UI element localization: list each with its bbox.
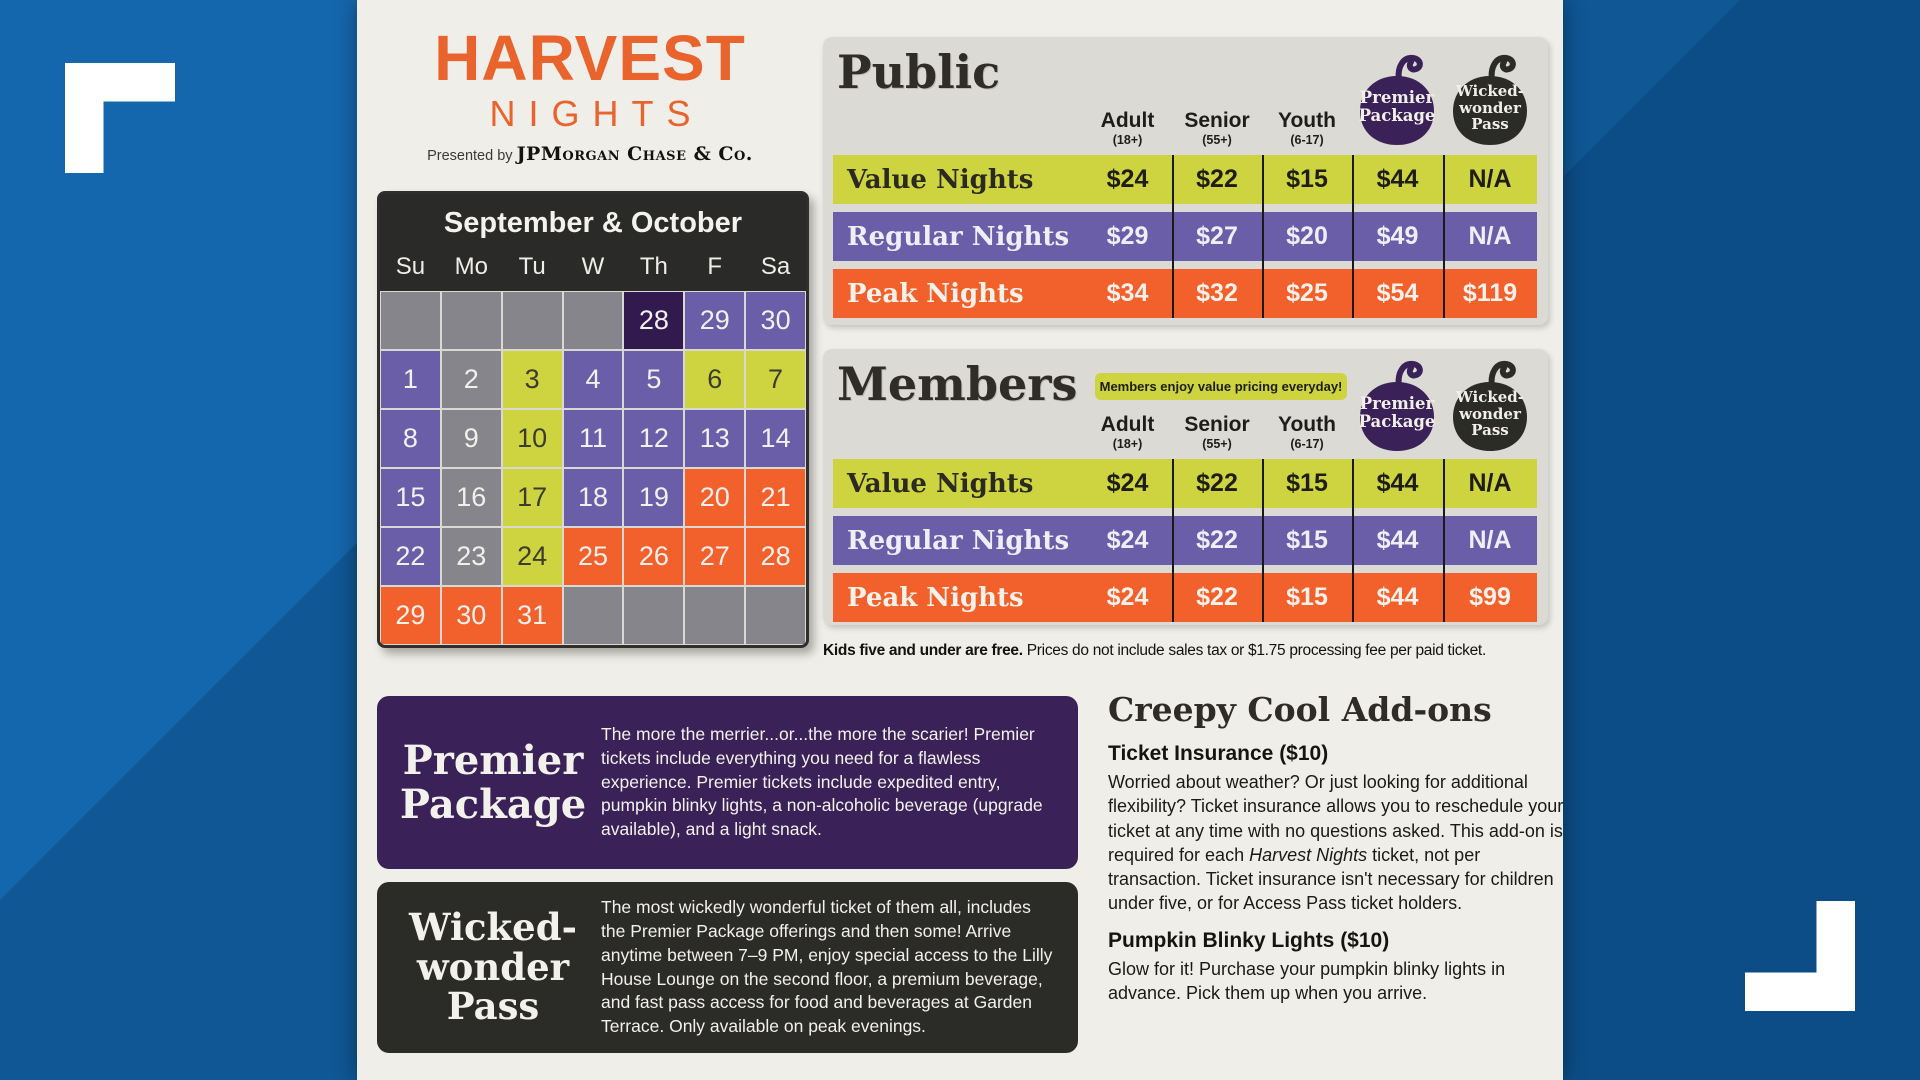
corner-bracket-top-left-icon — [65, 63, 175, 173]
corner-bracket-bottom-right-icon — [1745, 901, 1855, 1011]
calendar-day-16: 16 — [441, 468, 502, 527]
column-header-age-range: (55+) — [1202, 133, 1232, 147]
pumpkin-label-line: Wicked- — [1455, 388, 1525, 406]
column-divider — [1443, 459, 1445, 622]
package-title — [399, 737, 587, 828]
column-header-age-range: (18+) — [1112, 133, 1143, 147]
calendar-day-header: Mo — [454, 253, 488, 280]
price-row-label: Regular Nights — [847, 221, 1070, 252]
price-cell: $15 — [1286, 469, 1328, 497]
addon-description-ticket-insurance — [1108, 770, 1566, 916]
calendar-empty-cell — [563, 291, 624, 350]
price-cell: $15 — [1286, 526, 1328, 554]
price-cell: $99 — [1469, 583, 1511, 611]
calendar-day-10: 10 — [502, 409, 563, 468]
price-rows — [833, 155, 1537, 326]
addon-body-italic-text: Harvest Nights — [1249, 844, 1368, 865]
price-cell: $44 — [1376, 526, 1419, 554]
price-row-label: Regular Nights — [847, 525, 1070, 556]
price-cell: $119 — [1462, 279, 1518, 307]
calendar-day-21: 21 — [745, 468, 806, 527]
calendar-day-9: 9 — [441, 409, 502, 468]
calendar-day-14: 14 — [745, 409, 806, 468]
price-cell: $32 — [1196, 279, 1238, 307]
column-header-age-range: (55+) — [1202, 437, 1232, 451]
calendar-header — [380, 194, 806, 291]
pumpkin-label-line: Package — [1358, 106, 1436, 126]
pumpkin-label-line: Wicked- — [1455, 82, 1525, 100]
calendar-day-5: 5 — [623, 350, 684, 409]
calendar-day-20: 20 — [684, 468, 745, 527]
calendar-empty-cell — [684, 586, 745, 645]
addon-body-text: Glow for it! Purchase your pumpkin blinky lights in advance. Pick them up when you arrive. — [1108, 958, 1506, 1004]
price-table-title: Public — [837, 45, 1001, 99]
price-table-title: Members — [837, 357, 1078, 411]
calendar-day-27: 27 — [684, 527, 745, 586]
column-divider — [1262, 459, 1264, 622]
pumpkin-badge-label — [1353, 89, 1441, 126]
price-table-public — [823, 37, 1548, 325]
calendar-day-header: Th — [639, 253, 668, 280]
price-cell: $22 — [1196, 526, 1238, 554]
price-cell: $24 — [1106, 165, 1149, 193]
package-title-line: Package — [399, 780, 587, 828]
calendar-day-31: 31 — [502, 586, 563, 645]
price-row-peak — [833, 573, 1537, 622]
price-cell: $25 — [1286, 279, 1328, 307]
package-title — [399, 904, 587, 1029]
calendar-day-25: 25 — [563, 527, 624, 586]
pumpkin-label-line: Pass — [1471, 115, 1509, 133]
price-cell: $15 — [1286, 165, 1328, 193]
calendar-empty-cell — [563, 586, 624, 645]
price-row-peak — [833, 269, 1537, 318]
price-cell: $22 — [1196, 583, 1238, 611]
price-cell: $54 — [1376, 279, 1419, 307]
addons-title: Creepy Cool Add-ons — [1108, 690, 1492, 729]
pumpkin-badge-wicked — [1446, 355, 1534, 455]
calendar-empty-cell — [502, 291, 563, 350]
members-note-badge: Members enjoy value pricing everyday! — [1095, 373, 1347, 400]
pumpkin-label-line: Pass — [1471, 421, 1509, 439]
addon-body-text: ticket, not per transaction. Ticket insurance isn't necessary for children under five, or for Access Pass ticket holders. — [1108, 844, 1554, 914]
calendar-day-29: 29 — [684, 291, 745, 350]
price-cell: $22 — [1196, 469, 1238, 497]
calendar-day-7: 7 — [745, 350, 806, 409]
harvest-nights-flyer — [357, 0, 1563, 1080]
calendar-empty-cell — [745, 586, 806, 645]
calendar-day-28: 28 — [623, 291, 684, 350]
price-row-label: Value Nights — [847, 164, 1034, 195]
column-header-age-range: (18+) — [1112, 437, 1143, 451]
price-cell: $27 — [1196, 222, 1238, 250]
price-cell: $49 — [1376, 222, 1419, 250]
presented-by-text: Presented by — [427, 148, 513, 164]
price-cell: $24 — [1106, 526, 1149, 554]
column-header-age-range: (6-17) — [1290, 437, 1324, 451]
calendar-day-8: 8 — [380, 409, 441, 468]
calendar-day-28: 28 — [745, 527, 806, 586]
price-cell: $29 — [1106, 222, 1149, 250]
price-cell: $20 — [1286, 222, 1328, 250]
price-cell: $24 — [1106, 469, 1149, 497]
calendar-day-23: 23 — [441, 527, 502, 586]
price-cell: N/A — [1468, 469, 1512, 497]
price-cell: $44 — [1376, 469, 1419, 497]
footnote-text: Prices do not include sales tax or $1.75 processing fee per paid ticket. — [1022, 642, 1486, 659]
price-row-regular — [833, 212, 1537, 261]
column-header-age-range: (6-17) — [1290, 133, 1324, 147]
price-cell: N/A — [1468, 165, 1512, 193]
logo-title: HARVEST — [434, 22, 746, 94]
price-row-value — [833, 155, 1537, 204]
column-divider — [1262, 155, 1264, 318]
addon-body-text: Worried about weather? Or just looking for additional flexibility? Ticket insurance allows you to reschedule your ticket at any time with no questions asked. This add-on is required for each — [1108, 772, 1564, 865]
calendar-day-24: 24 — [502, 527, 563, 586]
pumpkin-label-line: wonder — [1459, 98, 1521, 117]
calendar-day-6: 6 — [684, 350, 745, 409]
column-header-adult — [1083, 110, 1172, 147]
column-header-label: Senior — [1184, 109, 1250, 132]
pumpkin-label-line: Premier — [1359, 394, 1435, 413]
pumpkin-badge-premier — [1353, 49, 1441, 149]
price-row-label: Peak Nights — [847, 582, 1024, 613]
column-header-senior — [1172, 414, 1262, 451]
addons-section — [1108, 690, 1566, 1005]
calendar-day-header: Tu — [518, 253, 546, 280]
price-rows — [833, 459, 1537, 630]
calendar-day-header: Sa — [760, 253, 791, 280]
package-box-wicked — [377, 882, 1078, 1053]
pumpkin-badge-label — [1446, 389, 1534, 439]
package-title-line: Wicked- — [409, 904, 577, 949]
price-cell: $44 — [1376, 165, 1419, 193]
calendar-empty-cell — [380, 291, 441, 350]
price-cell: $15 — [1286, 583, 1328, 611]
calendar-grid — [380, 291, 806, 645]
calendar-day-11: 11 — [563, 409, 624, 468]
price-row-value — [833, 459, 1537, 508]
addon-heading-ticket-insurance: Ticket Insurance ($10) — [1108, 742, 1329, 765]
price-cell: $34 — [1106, 279, 1149, 307]
price-cell: $24 — [1106, 583, 1149, 611]
column-header-label: Adult — [1100, 413, 1155, 436]
pumpkin-label-line: wonder — [1459, 404, 1521, 423]
price-table-members — [823, 349, 1548, 625]
package-title-line: Premier — [402, 737, 584, 785]
calendar-day-1: 1 — [380, 350, 441, 409]
calendar-day-headers — [380, 253, 806, 286]
column-divider — [1352, 459, 1354, 622]
column-header-adult — [1083, 414, 1172, 451]
pumpkin-badge-label — [1353, 395, 1441, 432]
calendar-day-29: 29 — [380, 586, 441, 645]
package-title-line: Pass — [446, 984, 540, 1029]
calendar-day-22: 22 — [380, 527, 441, 586]
calendar-day-18: 18 — [563, 468, 624, 527]
column-header-youth — [1262, 110, 1352, 147]
calendar-day-17: 17 — [502, 468, 563, 527]
package-description: The more the merrier...or...the more the scarier! Premier tickets include everything you need for a flawless experience. Premier tickets include expedited entry, pumpkin blinky lights, a non-alcoholic beverage (upgrade available), and a light snack. — [601, 724, 1043, 840]
calendar-day-30: 30 — [745, 291, 806, 350]
event-calendar — [377, 191, 809, 648]
price-cell: $44 — [1376, 583, 1419, 611]
column-divider — [1172, 459, 1174, 622]
pumpkin-label-line: Premier — [1359, 88, 1435, 107]
price-cell: N/A — [1468, 222, 1512, 250]
column-divider — [1172, 155, 1174, 318]
price-cell: $22 — [1196, 165, 1238, 193]
addon-description-pumpkin-blinky-lights — [1108, 957, 1566, 1006]
price-row-regular — [833, 516, 1537, 565]
calendar-title: September & October — [443, 207, 743, 239]
pumpkin-badge-label — [1446, 83, 1534, 133]
logo-subtitle: NIGHTS — [489, 93, 704, 134]
calendar-day-3: 3 — [502, 350, 563, 409]
column-header-label: Adult — [1100, 109, 1155, 132]
price-row-label: Value Nights — [847, 468, 1034, 499]
column-header-label: Youth — [1278, 413, 1336, 436]
package-title-line: wonder — [416, 944, 570, 989]
calendar-day-12: 12 — [623, 409, 684, 468]
column-header-label: Senior — [1184, 413, 1250, 436]
calendar-day-15: 15 — [380, 468, 441, 527]
addon-heading-pumpkin-blinky-lights: Pumpkin Blinky Lights ($10) — [1108, 928, 1390, 952]
calendar-day-13: 13 — [684, 409, 745, 468]
calendar-day-header: Su — [395, 253, 426, 280]
pricing-footnote — [823, 642, 1563, 660]
calendar-day-header: F — [707, 253, 723, 280]
footnote-bold-text: Kids five and under are free. — [823, 642, 1023, 659]
calendar-empty-cell — [441, 291, 502, 350]
pumpkin-badge-wicked — [1446, 49, 1534, 149]
column-divider — [1443, 155, 1445, 318]
package-box-premier — [377, 696, 1078, 869]
package-description: The most wickedly wonderful ticket of them all, includes the Premier Package offerings and then some! Arrive anytime between 7–9 PM, enjoy special access to the Lilly House Lounge on the second floor, a premium beverage, and fast pass access for food and beverages at Garden Terrace. Only available on peak evenings. — [601, 897, 1053, 1037]
calendar-day-30: 30 — [441, 586, 502, 645]
price-row-label: Peak Nights — [847, 278, 1024, 309]
price-cell: N/A — [1468, 526, 1512, 554]
presented-by-line — [377, 143, 803, 165]
presenter-name: JPMorgan Chase & Co. — [516, 143, 753, 165]
calendar-day-26: 26 — [623, 527, 684, 586]
column-header-senior — [1172, 110, 1262, 147]
column-header-youth — [1262, 414, 1352, 451]
event-logo — [377, 22, 803, 165]
pumpkin-badge-premier — [1353, 355, 1441, 455]
calendar-day-2: 2 — [441, 350, 502, 409]
column-header-label: Youth — [1278, 109, 1336, 132]
calendar-day-header: W — [581, 253, 605, 280]
pumpkin-label-line: Package — [1358, 412, 1436, 432]
calendar-day-19: 19 — [623, 468, 684, 527]
column-divider — [1352, 155, 1354, 318]
calendar-day-4: 4 — [563, 350, 624, 409]
calendar-empty-cell — [623, 586, 684, 645]
